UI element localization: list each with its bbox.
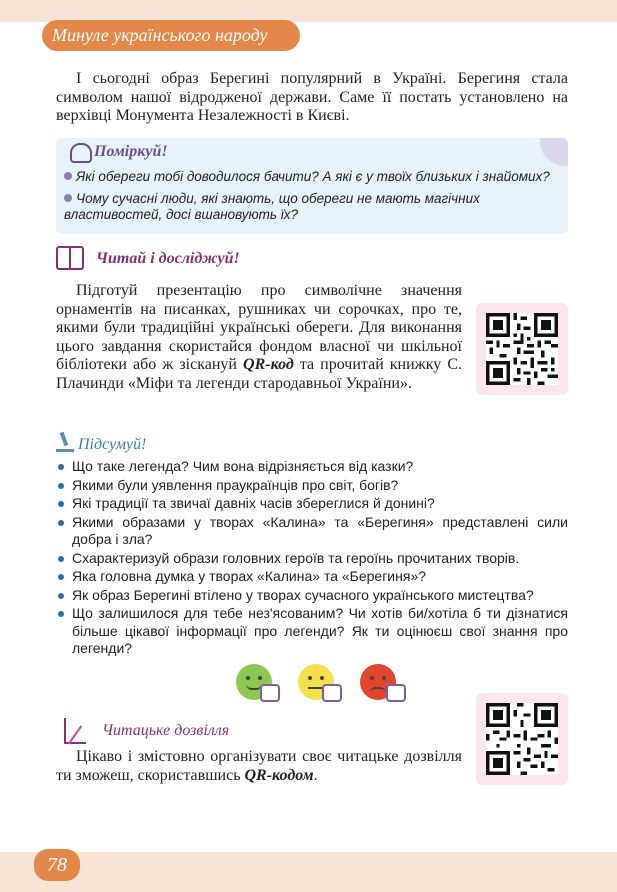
summary-item-text: Якими образами у творах «Калина» та «Берегиня» представлені сили добра і зла? xyxy=(72,513,568,547)
read-text-after: та прочитай книжку С. Плачинди «Міфи та легенди стародавньої України». xyxy=(56,356,462,392)
summary-item xyxy=(56,605,568,658)
summary-item xyxy=(56,495,568,513)
mouth-icon xyxy=(370,687,386,693)
chapter-header: Минуле українського народу xyxy=(42,20,300,51)
self-assessment-smileys xyxy=(236,664,416,708)
bullet-icon xyxy=(64,172,72,180)
eye-icon xyxy=(370,676,374,680)
read-paragraph xyxy=(56,282,462,393)
summary-item-text: Які традиції та звичаї давніх часів збереглися й донині? xyxy=(72,495,435,511)
summary-item-text: Схарактеризуй образи головних героїв та героїнь прочитаних творів. xyxy=(72,549,520,566)
read-section-title: Читай і досліджуй! xyxy=(96,250,240,267)
thumbs-up-icon xyxy=(260,684,280,702)
pointing-hand-icon xyxy=(322,684,342,702)
summary-list xyxy=(56,458,568,659)
qr-code-leisure[interactable] xyxy=(476,693,568,785)
bullet-icon xyxy=(64,194,72,202)
think-item-text: Які обереги тобі доводилося бачити? А які є у твоїх близьких і знайомих? xyxy=(76,169,550,184)
quill-icon xyxy=(56,432,74,452)
summary-item-text: Що таке легенда? Чим вона відрізняється від казки? xyxy=(72,458,414,474)
eye-icon xyxy=(246,676,250,680)
top-decorative-strip xyxy=(0,0,617,22)
think-title: Поміркуй! xyxy=(94,143,168,160)
intro-paragraph: І сьогодні образ Берегині популярний в Україні. Берегиня стала символом нашої відродженої держави. Саме її постать установлено на верхівці Монумента Незалежності в Києві. xyxy=(56,70,568,124)
think-item xyxy=(64,169,560,185)
leisure-paragraph xyxy=(56,748,462,785)
qr-code-icon xyxy=(486,313,558,385)
qr-code-label: QR-код xyxy=(243,356,294,373)
think-item-text: Чому сучасні люди, які знають, що обереги не мають магічних властивостей, досі вшановують їх? xyxy=(64,191,480,222)
thumbs-down-icon xyxy=(386,684,406,702)
summary-item xyxy=(56,550,568,568)
summary-item-text: Як образ Берегині втілено у творах сучасного українського мистецтва? xyxy=(72,586,534,603)
summary-item-text: Що залишилося для тебе нез'ясованим? Чи хотів би/хотіла б ти дізнатися більше цікавої інформації про легенди? Як ти оцінюєш свої знання про легенди? xyxy=(72,605,568,656)
leisure-text-before: Цікаво і змістовно організувати своє читацьке дозвілля ти зможеш, скориставшись xyxy=(56,748,462,784)
leisure-text-after: . xyxy=(313,766,318,784)
think-box xyxy=(56,138,568,234)
read-text-before: Підготуй презентацію про символічне значення орнаментів на писанках, рушниках чи сорочках, про те, якими були традиційні українські обереги. Для виконання цього завдання скористайся фондом власної чи шкільної бібліотеки або ж зіскануй xyxy=(56,282,462,373)
summary-item xyxy=(56,587,568,605)
summary-item xyxy=(56,458,568,476)
open-book-icon xyxy=(56,246,84,270)
page-number: 78 xyxy=(34,849,80,881)
summary-item xyxy=(56,514,568,549)
qr-code-label: QR-кодом xyxy=(244,766,314,784)
leisure-title: Читацьке дозвілля xyxy=(102,722,230,739)
eye-icon xyxy=(308,676,312,680)
summary-title: Підсумуй! xyxy=(78,436,147,453)
eye-icon xyxy=(258,676,262,680)
qr-code-icon xyxy=(486,703,558,775)
eye-icon xyxy=(320,676,324,680)
summary-item xyxy=(56,477,568,495)
think-item xyxy=(64,191,560,223)
summary-item-text: Яка головна думка у творах «Калина» та «Берегиня»? xyxy=(72,568,427,584)
eye-icon xyxy=(382,676,386,680)
qr-code-books[interactable] xyxy=(476,303,568,395)
think-box-corner-decoration xyxy=(540,138,568,166)
pen-icon xyxy=(64,718,86,744)
summary-item xyxy=(56,568,568,586)
summary-item-text: Якими були уявлення праукраїнців про світ, богів? xyxy=(72,476,399,493)
bottom-decorative-strip xyxy=(0,852,617,892)
speech-bubble-icon xyxy=(70,143,92,163)
